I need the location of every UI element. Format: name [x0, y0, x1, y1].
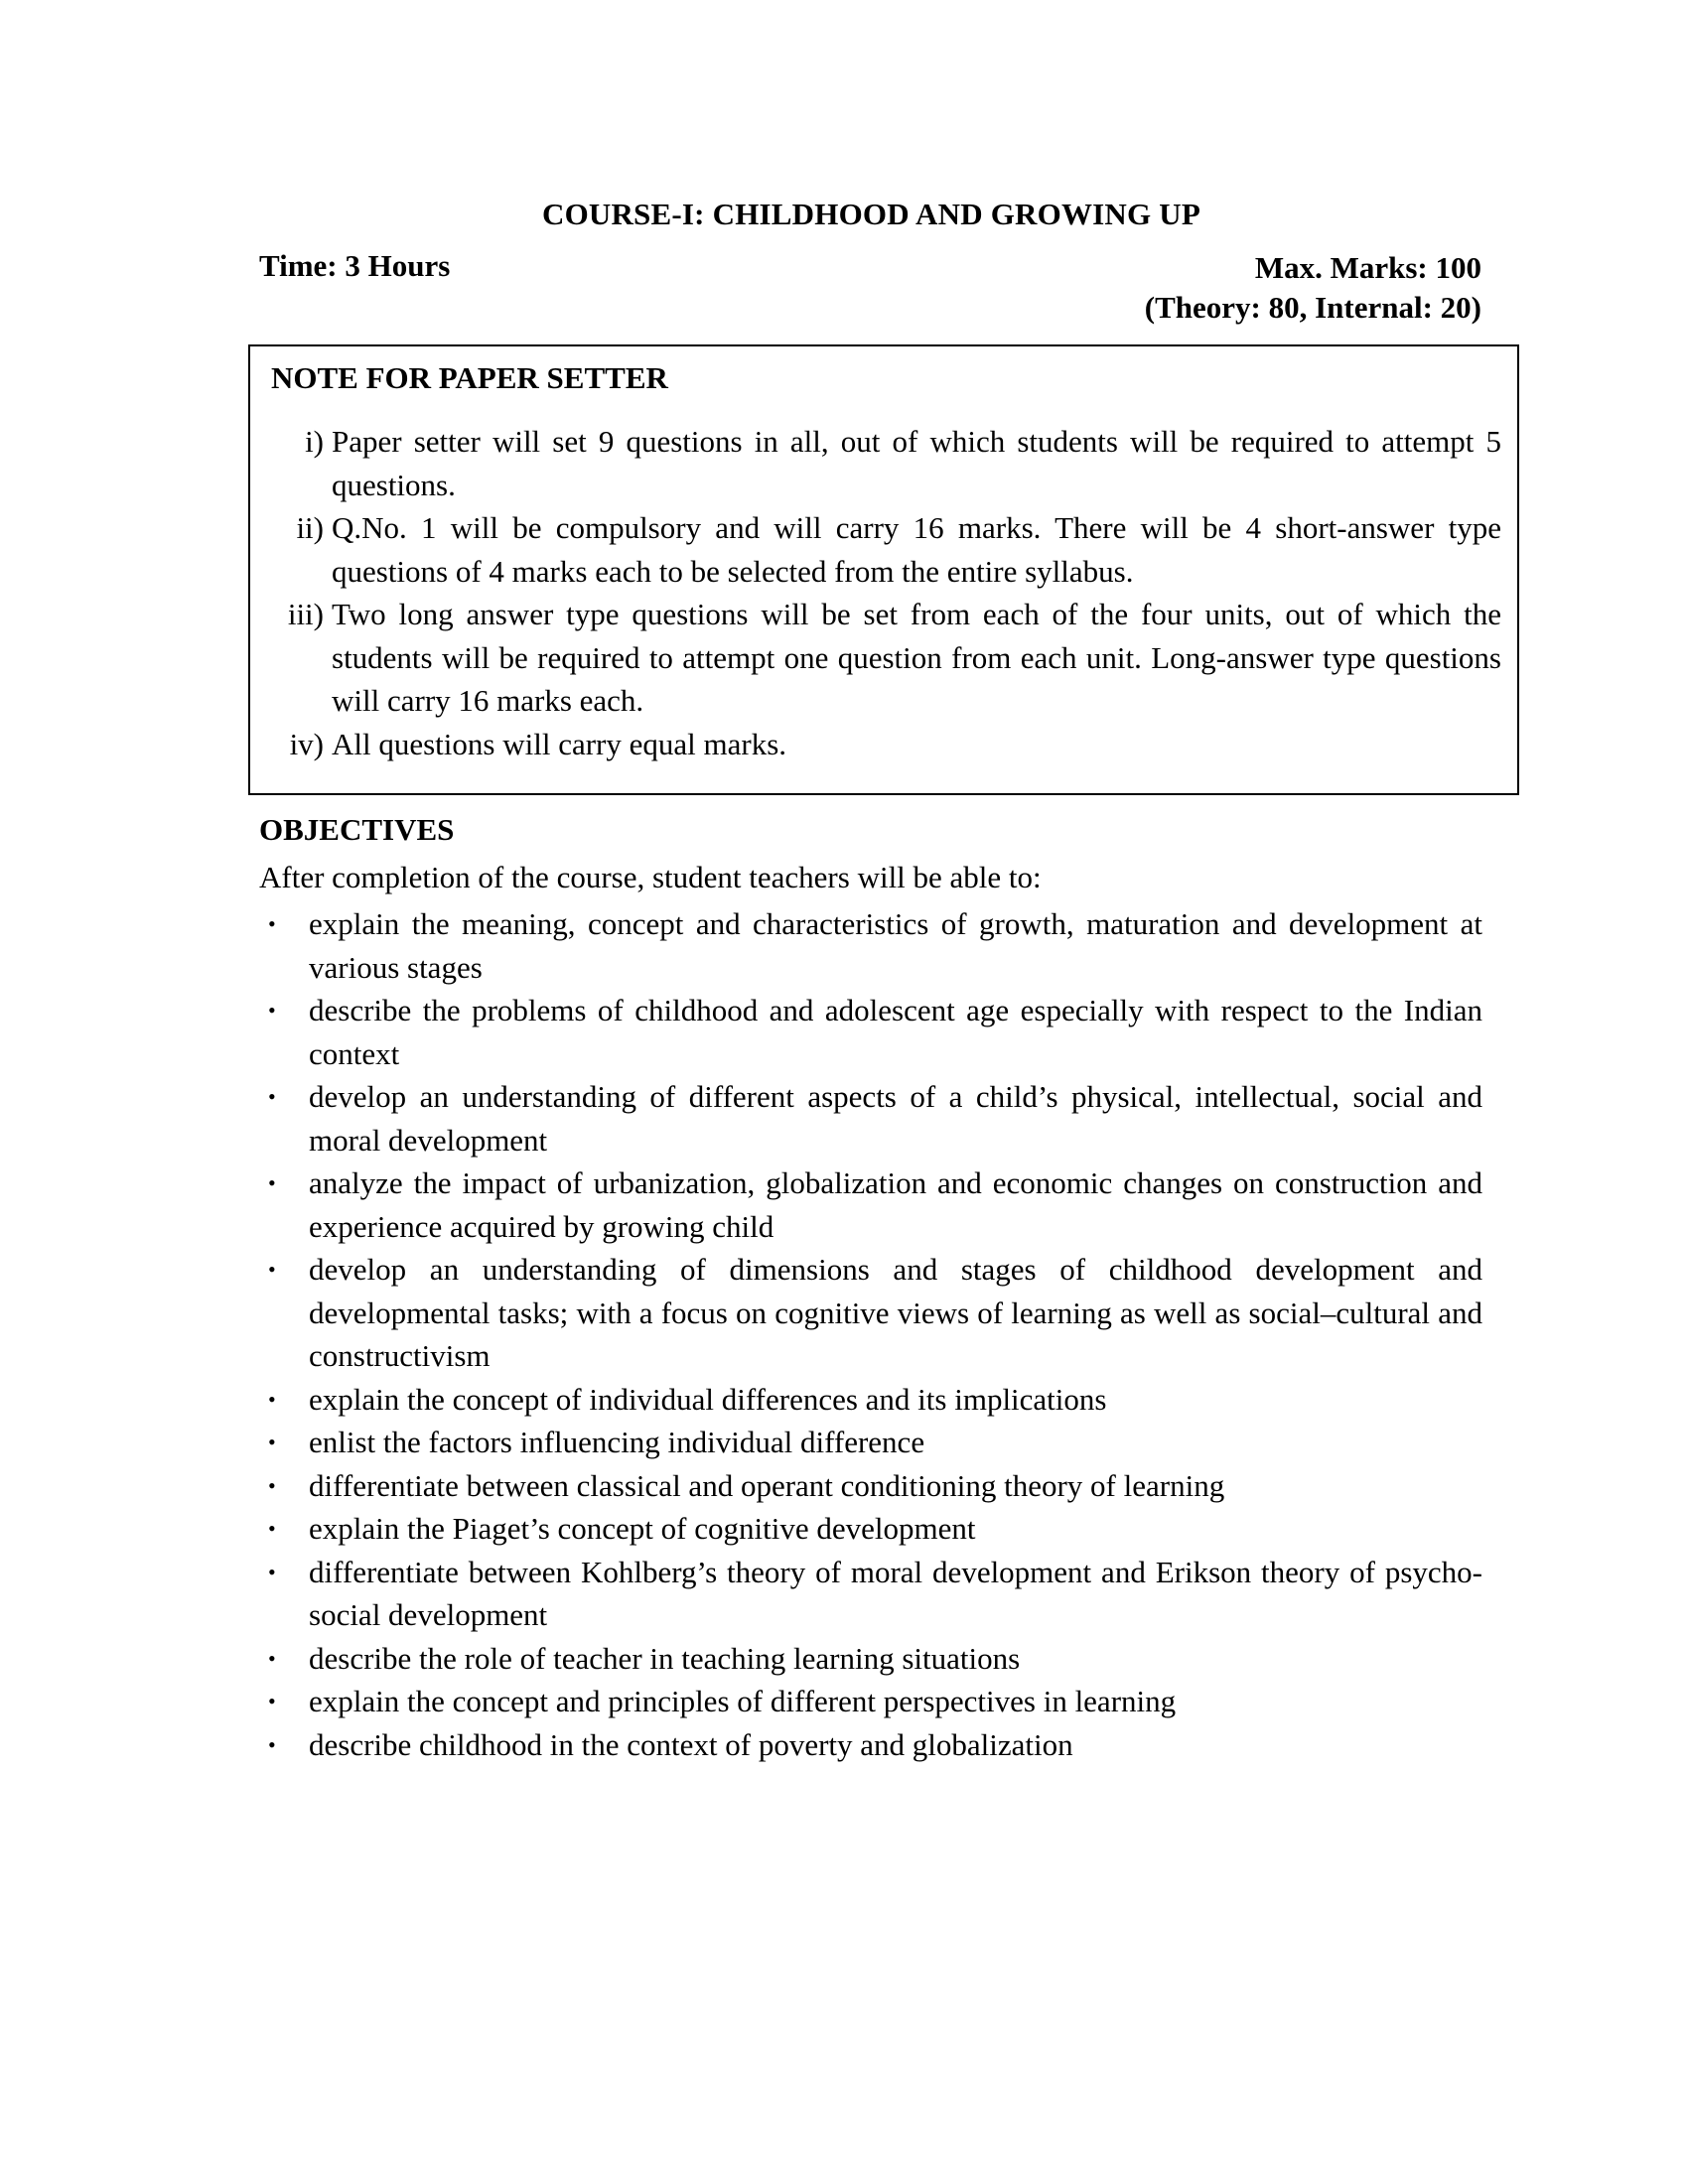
note-item [280, 723, 1501, 766]
list-item [266, 1637, 1482, 1681]
marks-block [1145, 248, 1481, 328]
bullet-icon: • [268, 911, 276, 936]
note-item-text: Two long answer type questions will be set from each of the four units, out of which the students will be required to attempt one question from each unit. Long-answer type questions will carry 16 marks each. [332, 597, 1501, 718]
note-item-text: All questions will carry equal marks. [332, 726, 787, 761]
list-item [266, 1248, 1482, 1378]
objective-text: describe the role of teacher in teaching learning situations [309, 1640, 1021, 1676]
objectives-intro: After completion of the course, student teachers will be able to: [259, 860, 1042, 894]
note-title: NOTE FOR PAPER SETTER [271, 360, 668, 395]
bullet-icon: • [268, 1472, 276, 1498]
bullet-icon: • [268, 1731, 276, 1757]
objectives-list [266, 902, 1482, 1766]
note-item [280, 420, 1501, 506]
objective-text: differentiate between Kohlberg’s theory of moral development and Erikson theory of psycho-social development [309, 1554, 1482, 1632]
list-item [266, 1464, 1482, 1508]
course-title: COURSE-I: CHILDHOOD AND GROWING UP [541, 197, 1200, 231]
list-item [266, 1551, 1482, 1637]
list-item [266, 1507, 1482, 1551]
objectives-title: OBJECTIVES [259, 812, 455, 847]
paper-setter-note-box [248, 344, 1519, 795]
note-item-number: i) [305, 424, 324, 459]
objective-text: differentiate between classical and operant conditioning theory of learning [309, 1467, 1225, 1503]
objective-text: develop an understanding of dimensions and stages of childhood development and developmental tasks; with a focus on cognitive views of learning as well as social–cultural and constructivism [309, 1252, 1482, 1373]
note-item-text: Q.No. 1 will be compulsory and will carry 16 marks. There will be 4 short-answer type questions of 4 marks each to be selected from the entire syllabus. [332, 510, 1501, 589]
objective-text: analyze the impact of urbanization, globalization and economic changes on construction and experience acquired by growing child [309, 1165, 1482, 1244]
list-item [266, 1421, 1482, 1464]
note-item-number: iv) [289, 726, 324, 761]
note-list [280, 420, 1501, 765]
bullet-icon: • [268, 1559, 276, 1584]
bullet-icon: • [268, 1084, 276, 1109]
note-item [280, 593, 1501, 723]
exam-time: Time: 3 Hours [259, 248, 451, 283]
max-marks: Max. Marks: 100 [1254, 250, 1481, 285]
objective-text: explain the Piaget’s concept of cognitive development [309, 1511, 976, 1546]
note-item [280, 506, 1501, 593]
note-item-number: ii) [296, 510, 324, 545]
list-item [266, 989, 1482, 1075]
note-item-number: iii) [287, 597, 324, 631]
objective-text: enlist the factors influencing individual difference [309, 1425, 925, 1459]
objective-text: explain the meaning, concept and characteristics of growth, maturation and development at various stages [309, 906, 1482, 985]
bullet-icon: • [268, 1516, 276, 1541]
list-item [266, 1680, 1482, 1723]
list-item [266, 1723, 1482, 1767]
list-item [266, 902, 1482, 989]
objective-text: explain the concept of individual differences and its implications [309, 1381, 1107, 1417]
bullet-icon: • [268, 1257, 276, 1282]
note-item-text: Paper setter will set 9 questions in all, out of which students will be required to attempt 5 questions. [332, 424, 1501, 502]
list-item [266, 1378, 1482, 1422]
marks-breakup: (Theory: 80, Internal: 20) [1144, 290, 1481, 325]
objective-text: develop an understanding of different aspects of a child’s physical, intellectual, social and moral development [309, 1079, 1482, 1158]
bullet-icon: • [268, 1170, 276, 1195]
list-item [266, 1075, 1482, 1161]
bullet-icon: • [268, 1430, 276, 1454]
bullet-icon: • [268, 1645, 276, 1671]
bullet-icon: • [268, 1689, 276, 1713]
objective-text: explain the concept and principles of different perspectives in learning [309, 1684, 1177, 1718]
list-item [266, 1161, 1482, 1248]
objective-text: describe the problems of childhood and adolescent age especially with respect to the Indian context [309, 993, 1482, 1071]
bullet-icon: • [268, 1386, 276, 1412]
objective-text: describe childhood in the context of poverty and globalization [309, 1726, 1073, 1762]
bullet-icon: • [268, 998, 276, 1023]
